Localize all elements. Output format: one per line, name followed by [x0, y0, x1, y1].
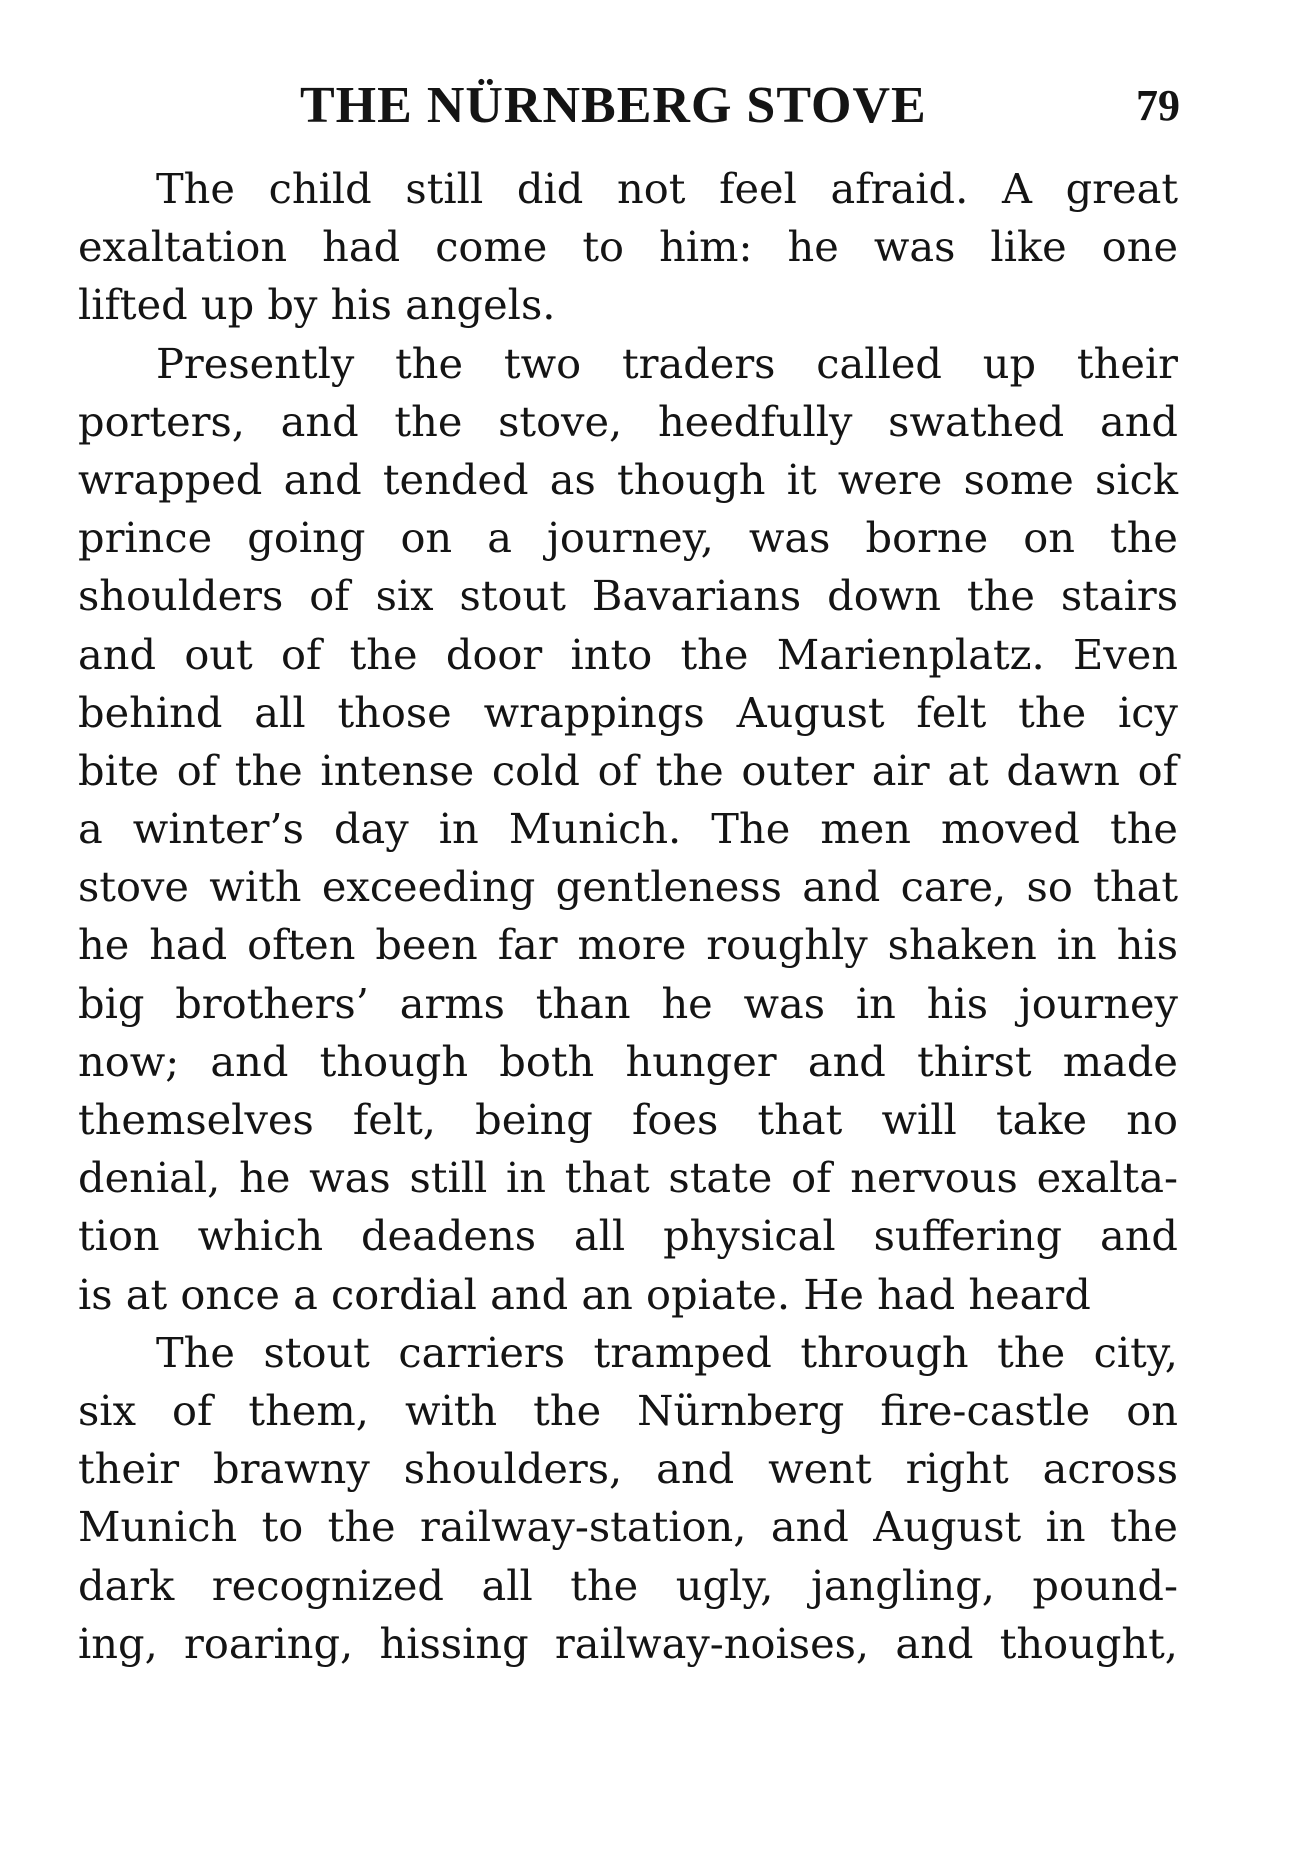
- body-text: [78, 160, 1178, 1673]
- text-line: exaltation had come to him: he was like one: [78, 222, 1178, 272]
- text-line: denial, he was still in that state of nervous exalta-: [78, 1153, 1178, 1203]
- text-line: stove with exceeding gentleness and care, so that: [78, 862, 1178, 912]
- text-line: lifted up by his angels.: [78, 280, 556, 330]
- text-line: prince going on a journey, was borne on the: [78, 513, 1178, 563]
- text-line: bite of the intense cold of the outer air at dawn of: [78, 745, 1178, 795]
- text-line: their brawny shoulders, and went right across: [78, 1444, 1178, 1494]
- text-line: dark recognized all the ugly, jangling, pound-: [78, 1560, 1178, 1610]
- text-line: six of them, with the Nürnberg fire-castle on: [78, 1385, 1178, 1435]
- text-line: and out of the door into the Marienplatz. Even: [78, 629, 1178, 679]
- text-line: ing, roaring, hissing railway-noises, and thought,: [78, 1618, 1178, 1668]
- text-line: now; and though both hunger and thirst made: [78, 1036, 1178, 1086]
- text-line: a winter’s day in Munich. The men moved the: [78, 804, 1178, 854]
- text-line: tion which deadens all physical suffering and: [78, 1211, 1178, 1261]
- text-line: he had often been far more roughly shaken in his: [78, 920, 1178, 970]
- paragraph: [78, 160, 1178, 335]
- text-line: Presently the two traders called up their: [156, 338, 1178, 388]
- text-line: big brothers’ arms than he was in his journey: [78, 978, 1178, 1028]
- paragraph: [78, 335, 1178, 1324]
- text-line: porters, and the stove, heedfully swathed and: [78, 396, 1178, 446]
- running-header: [300, 76, 1180, 136]
- text-line: wrapped and tended as though it were some sick: [78, 454, 1178, 504]
- text-line: shoulders of six stout Bavarians down the stairs: [78, 571, 1178, 621]
- paragraph: [78, 1324, 1178, 1673]
- page-number: 79: [1136, 81, 1180, 130]
- text-line: themselves felt, being foes that will take no: [78, 1095, 1178, 1144]
- text-line: The stout carriers tramped through the city,: [156, 1327, 1178, 1377]
- text-line: Munich to the railway-station, and August in the: [78, 1502, 1178, 1552]
- text-line: The child still did not feel afraid. A great: [156, 164, 1178, 213]
- text-line: behind all those wrappings August felt the icy: [78, 687, 1178, 737]
- running-title: THE NÜRNBERG STOVE: [300, 77, 927, 134]
- text-line: is at once a cordial and an opiate. He had heard: [78, 1269, 1091, 1319]
